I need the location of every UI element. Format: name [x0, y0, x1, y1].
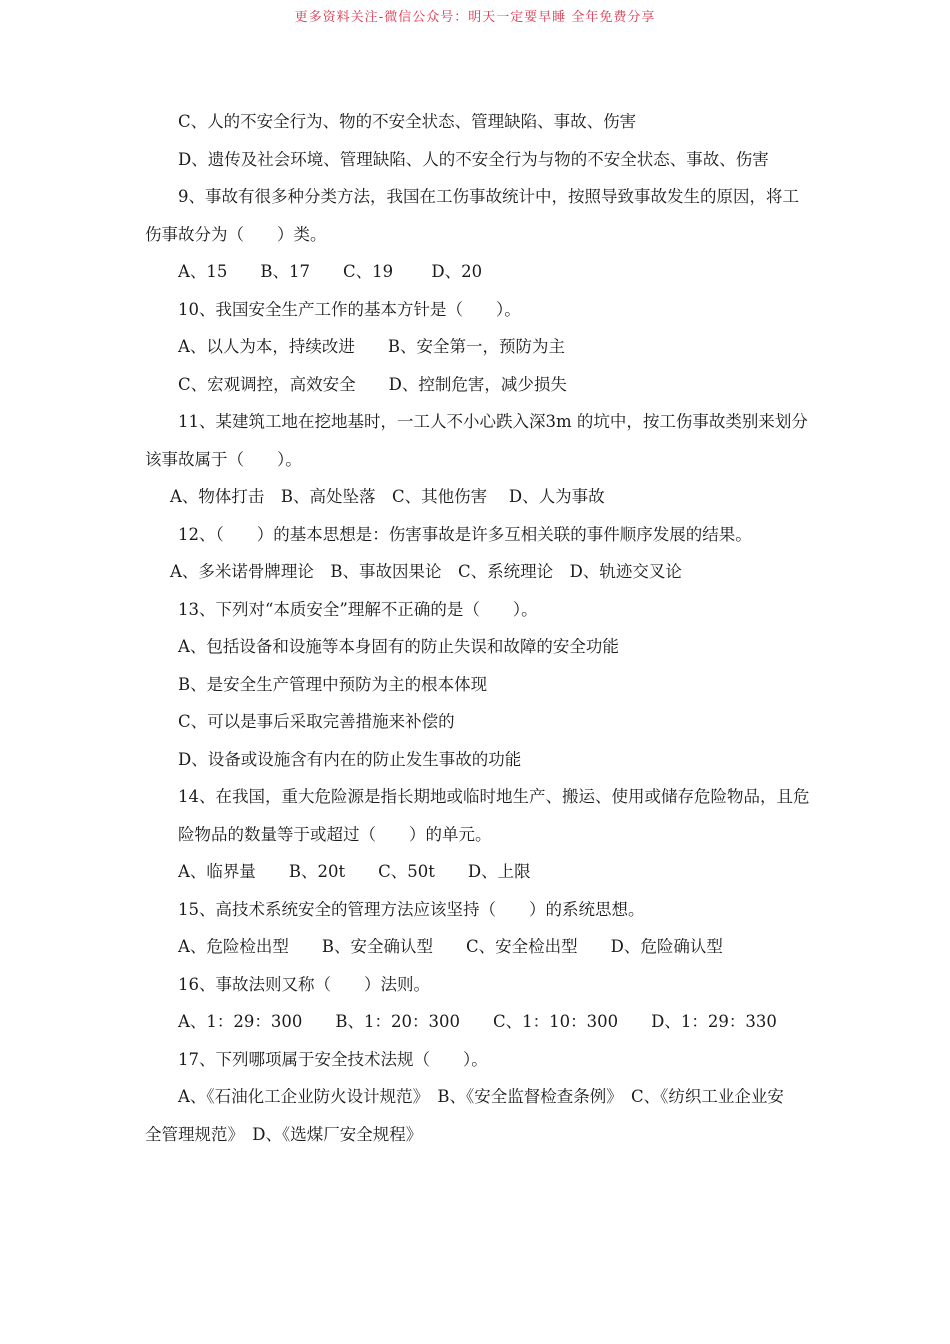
- question-continuation: 该事故属于（ ）。: [145, 449, 302, 469]
- option-line: A、物体打击 B、高处坠落 C、其他伤害 D、人为事故: [170, 487, 605, 506]
- option-line: A、以人为本，持续改进 B、安全第一，预防为主: [178, 337, 566, 356]
- watermark-banner: 更多资料关注-微信公众号：明天一定要早睡 全年免费分享: [294, 10, 656, 25]
- option-continuation: 全管理规范》 D、《选煤厂安全规程》: [145, 1124, 423, 1144]
- option-line: B、是安全生产管理中预防为主的根本体现: [178, 674, 488, 694]
- option-line: A、包括设备和设施等本身固有的防止失误和故障的安全功能: [178, 637, 619, 656]
- question-line: 11、某建筑工地在挖地基时，一工人不小心跌入深3m 的坑中，按工伤事故类别来划分: [178, 412, 808, 431]
- question-continuation: 伤事故分为（ ）类。: [145, 224, 327, 244]
- question-line: 13、下列对“本质安全”理解不正确的是（ ）。: [178, 599, 538, 619]
- option-line: A、危险检出型 B、安全确认型 C、安全检出型 D、危险确认型: [178, 937, 723, 956]
- question-continuation: 险物品的数量等于或超过（ ）的单元。: [178, 824, 492, 844]
- option-line: A、多米诺骨牌理论 B、事故因果论 C、系统理论 D、轨迹交叉论: [170, 562, 682, 581]
- option-line: C、宏观调控，高效安全 D、控制危害，减少损失: [178, 374, 567, 394]
- option-line: A、临界量 B、20t C、50t D、上限: [178, 862, 531, 881]
- question-line: 12、（ ）的基本思想是：伤害事故是许多互相关联的事件顺序发展的结果。: [178, 524, 752, 544]
- question-line: 17、下列哪项属于安全技术法规（ ）。: [178, 1049, 488, 1069]
- option-line: A、《石油化工企业防火设计规范》 B、《安全监督检查条例》 C、《纺织工业企业安: [178, 1087, 784, 1106]
- option-line: A、15 B、17 C、19 D、20: [178, 262, 483, 281]
- question-line: 9、事故有很多种分类方法，我国在工伤事故统计中，按照导致事故发生的原因，将工: [178, 187, 799, 206]
- question-line: 10、我国安全生产工作的基本方针是（ ）。: [178, 299, 521, 319]
- option-line: C、人的不安全行为、物的不安全状态、管理缺陷、事故、伤害: [178, 112, 637, 131]
- document-body: [0, 103, 950, 1153]
- option-line: A、1：29：300 B、1：20：300 C、1：10：300 D、1：29：330: [178, 1012, 777, 1031]
- question-line: 15、高技术系统安全的管理方法应该坚持（ ）的系统思想。: [178, 899, 645, 919]
- question-line: 14、在我国，重大危险源是指长期地或临时地生产、搬运、使用或储存危险物品，且危: [178, 787, 810, 806]
- option-line: D、设备或设施含有内在的防止发生事故的功能: [178, 749, 522, 769]
- option-line: C、可以是事后采取完善措施来补偿的: [178, 712, 455, 731]
- question-line: 16、事故法则又称（ ）法则。: [178, 974, 430, 994]
- option-line: D、遗传及社会环境、管理缺陷、人的不安全行为与物的不安全状态、事故、伤害: [178, 149, 769, 169]
